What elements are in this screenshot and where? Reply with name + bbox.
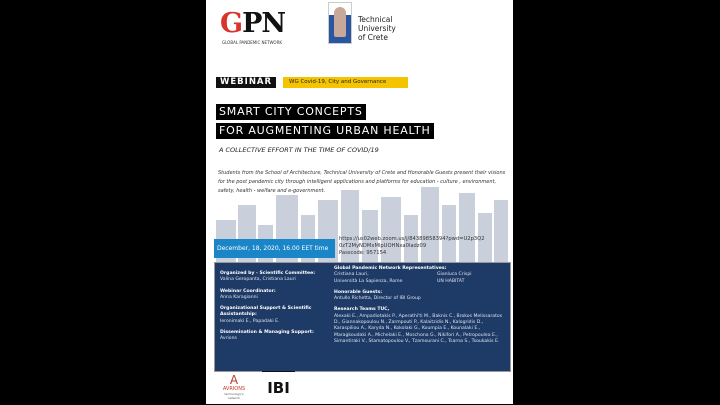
gpn-logo-subtitle: GLOBAL PANDEMIC NETWORK bbox=[222, 40, 282, 45]
description: Students from the School of Architecture, Technical University of Crete and Honorable Guests present their visions for the post pandemic city through intelligent applications and platforms for education - culture , environment, safety, health - welfare and e-government. bbox=[218, 170, 506, 194]
avrions-logo bbox=[218, 374, 250, 400]
ibi-logo: IBI bbox=[262, 371, 295, 404]
zoom-link[interactable] bbox=[339, 236, 485, 257]
title-line-1: SMART CITY CONCEPTS bbox=[216, 104, 366, 120]
gpn-affiliation: UN HABITAT bbox=[437, 278, 465, 284]
tuc-line: University bbox=[358, 24, 396, 33]
guests: Antullo Richetta, Director of IBI Group bbox=[334, 296, 421, 302]
dissemination-heading: Dissemination & Managing Support: bbox=[220, 330, 314, 336]
gpn-affiliation: Università La Sapienza, Rome bbox=[334, 278, 403, 284]
working-group-badge: WG Covid-19, City and Governance bbox=[283, 77, 408, 88]
zoom-url-line[interactable]: https://us02web.zoom.us/j/84389858394?pwd=U2p3Q2 bbox=[339, 236, 485, 242]
gpn-rep: Gianluca Crispi bbox=[437, 272, 472, 278]
coordinator: Anna Karagianni bbox=[220, 294, 258, 300]
representatives-column bbox=[334, 266, 509, 345]
gpn-heading: Global Pandemic Network Representatives: bbox=[334, 266, 447, 271]
webinar-poster bbox=[206, 0, 513, 404]
organizers: Valina Geropanta, Cristiana Lauri bbox=[220, 277, 296, 283]
tuc-line: of Crete bbox=[358, 33, 388, 42]
event-date: December, 18, 2020, 16.00 EET time bbox=[214, 239, 335, 258]
avrions-tagline: technology's network bbox=[224, 392, 244, 400]
gpn-rep: Cristiana Lauri, bbox=[334, 272, 369, 278]
gpn-logo: GPN bbox=[220, 8, 286, 39]
support: Ieronimaki E., Papadaki E. bbox=[220, 318, 280, 324]
zoom-passcode: Passcode: 957154 bbox=[339, 250, 387, 256]
avrions-name: AVRIONS bbox=[222, 386, 246, 392]
teams: Alexaki E., Ampadiotakis P., Aperathi'ti M., Baknis C., Brokos Melissaratos D., Giannakopoulou N., Zarmpouti P., Kalaitzidis N., Kalogridis D., Karaspiliou A., Karyda N., Kokolaki G., Koumpia E., Kounalaki E., Maragkoudaki A., Michelaki E., Moschona G., Nikifori A., Petropoulea E., Simantiraki V., Stamatopoulou V., Tzamourani C., Tsarna S., Tsoukakis E. bbox=[334, 313, 503, 344]
organizers-heading: Organized by - Scientific Committee: bbox=[220, 271, 316, 276]
tuc-line: Technical bbox=[358, 15, 393, 24]
webinar-badge: WEBINAR bbox=[216, 77, 276, 88]
coordinator-heading: Webinar Coordinator: bbox=[220, 288, 276, 294]
tuc-crest-icon bbox=[328, 2, 352, 44]
zoom-url-line[interactable]: 0zT2MyNDMxMlpUOHNxa0ladz09 bbox=[339, 243, 427, 249]
support-heading: Organizational Support & Scientific Assistantship: bbox=[220, 306, 312, 318]
organizers-column bbox=[220, 271, 328, 343]
title-line-2: FOR AUGMENTING URBAN HEALTH bbox=[216, 123, 434, 139]
guests-heading: Honorable Guests: bbox=[334, 289, 383, 295]
teams-heading: Research Teams TUC, bbox=[334, 307, 390, 313]
dissemination: Avrions bbox=[220, 336, 237, 342]
subtitle: A COLLECTIVE EFFORT IN THE TIME OF COVID/19 bbox=[219, 146, 379, 154]
tuc-logo-text bbox=[358, 15, 396, 42]
avrions-a-icon: A bbox=[229, 373, 239, 387]
credits-panel bbox=[214, 262, 511, 372]
